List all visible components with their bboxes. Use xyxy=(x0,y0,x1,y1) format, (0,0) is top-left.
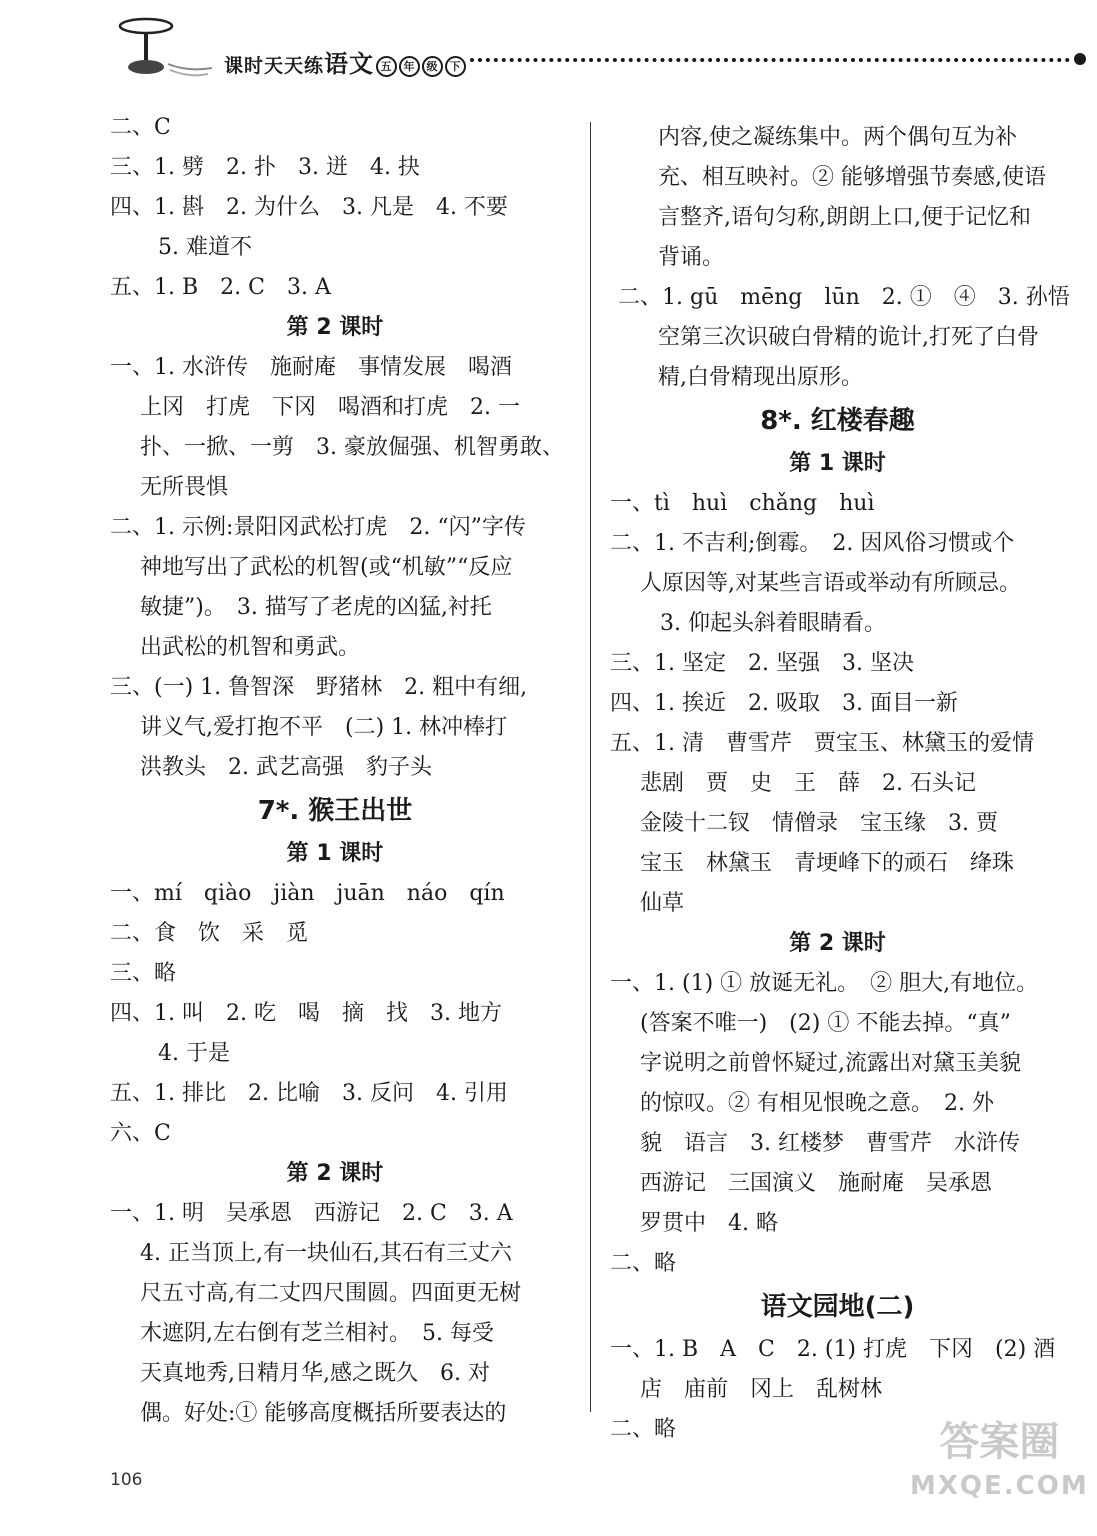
answer-line: 一、1. B A C 2. (1) 打虎 下冈 (2) 酒 xyxy=(610,1337,1056,1362)
answer-line: 偶。好处:① 能够高度概括所要表达的 xyxy=(140,1401,507,1426)
answer-line: 一、1. 明 吴承恩 西游记 2. C 3. A xyxy=(110,1201,513,1226)
answer-line: 神地写出了武松的机智(或“机敏”“反应 xyxy=(140,555,513,580)
answer-line: 人原因等,对某些言语或举动有所顾忌。 xyxy=(640,571,1021,596)
section-heading: 第 1 课时 xyxy=(789,451,886,476)
answer-line: 3. 仰起头斜着眼睛看。 xyxy=(660,611,886,636)
page-header xyxy=(0,0,1097,100)
answer-line: 上冈 打虎 下冈 喝酒和打虎 2. 一 xyxy=(140,395,520,420)
answer-line: 二、1. gū mēng lūn 2. ① ④ 3. 孙悟 xyxy=(618,285,1070,310)
answer-line: 洪教头 2. 武艺高强 豹子头 xyxy=(140,755,432,780)
section-heading: 第 2 课时 xyxy=(286,315,384,340)
answer-line: 二、C xyxy=(110,115,171,140)
answer-line: 五、1. 清 曹雪芹 贾宝玉、林黛玉的爱情 xyxy=(610,731,1034,756)
grade-char: 级 xyxy=(422,56,443,77)
answer-line: 敏捷”)。 3. 描写了老虎的凶猛,衬托 xyxy=(140,595,492,620)
answer-line: 尺五寸高,有二丈四尺围圆。四面更无树 xyxy=(140,1281,521,1306)
answer-line: 宝玉 林黛玉 青埂峰下的顽石 绛珠 xyxy=(640,851,1015,876)
answer-line: 一、tì huì chǎng huì xyxy=(610,491,875,516)
header-dotted-rule xyxy=(470,58,1070,62)
answer-line: 充、相互映衬。② 能够增强节奏感,使语 xyxy=(658,165,1046,190)
answer-line: 三、略 xyxy=(110,961,177,986)
answer-line: 五、1. B 2. C 3. A xyxy=(110,275,331,300)
answer-line: 木遮阴,左右倒有芝兰相衬。 5. 每受 xyxy=(140,1321,494,1346)
answer-line: 六、C xyxy=(110,1121,171,1146)
answer-line: 内容,使之凝练集中。两个偶句互为补 xyxy=(658,125,1017,150)
subject-name: 语文 xyxy=(324,50,375,78)
section-heading: 第 2 课时 xyxy=(286,1161,384,1186)
answer-line: 四、1. 斟 2. 为什么 3. 凡是 4. 不要 xyxy=(110,195,508,220)
answer-line: 二、略 xyxy=(610,1251,677,1276)
book-title xyxy=(224,44,466,79)
header-end-dot xyxy=(1074,53,1086,65)
answer-line: 二、1. 示例:景阳冈武松打虎 2. “闪”字传 xyxy=(110,515,526,540)
watermark-logo-text: 答案圈 xyxy=(939,1419,1060,1465)
lesson-title: 7*. 猴王出世 xyxy=(257,796,413,826)
section-heading: 第 1 课时 xyxy=(286,841,384,866)
answer-line: 一、mí qiào jiàn juān náo qín xyxy=(110,881,505,906)
answer-line: 天真地秀,日精月华,感之既久 6. 对 xyxy=(140,1361,490,1386)
left-column xyxy=(110,108,564,1434)
answer-line: 二、略 xyxy=(610,1417,677,1442)
answer-line: 精,白骨精现出原形。 xyxy=(658,365,863,390)
answer-line: 仙草 xyxy=(640,891,685,916)
page-number: 106 xyxy=(110,1470,143,1490)
right-column xyxy=(610,118,1070,1450)
answer-line: 讲义气,爱打抱不平 (二) 1. 林冲棒打 xyxy=(140,715,508,740)
answer-line: 4. 正当顶上,有一块仙石,其石有三丈六 xyxy=(140,1241,512,1266)
answer-line: 二、1. 不吉利;倒霉。 2. 因风俗习惯或个 xyxy=(610,531,1015,556)
answer-line: 扑、一掀、一剪 3. 豪放倔强、机智勇敢、 xyxy=(140,435,564,460)
desk-lamp-icon xyxy=(108,12,218,82)
answer-line: 三、1. 坚定 2. 坚强 3. 坚决 xyxy=(610,651,914,676)
answer-line: 一、1. 水浒传 施耐庵 事情发展 喝酒 xyxy=(110,355,512,380)
column-divider xyxy=(590,122,591,1412)
answer-line: 4. 于是 xyxy=(158,1041,230,1066)
answer-line: 5. 难道不 xyxy=(158,235,252,260)
answer-line: 五、1. 排比 2. 比喻 3. 反问 4. 引用 xyxy=(110,1081,508,1106)
answer-line: (答案不唯一) (2) ① 不能去掉。“真” xyxy=(640,1011,1011,1036)
answer-line: 罗贯中 4. 略 xyxy=(640,1211,778,1236)
answer-line: 出武松的机智和勇武。 xyxy=(140,635,361,660)
grade-char: 下 xyxy=(445,56,466,77)
answer-line: 四、1. 挨近 2. 吸取 3. 面目一新 xyxy=(610,691,958,716)
answer-line: 的惊叹。② 有相见恨晚之意。 2. 外 xyxy=(640,1091,994,1116)
answer-line: 三、1. 劈 2. 扑 3. 迸 4. 抉 xyxy=(110,155,420,180)
answer-line: 金陵十二钗 情僧录 宝玉缘 3. 贾 xyxy=(640,811,998,836)
lesson-title: 8*. 红楼春趣 xyxy=(760,406,915,436)
series-name: 课时天天练 xyxy=(224,55,325,77)
answer-line: 貌 语言 3. 红楼梦 曹雪芹 水浒传 xyxy=(640,1131,1020,1156)
answer-line: 无所畏惧 xyxy=(140,475,229,500)
answer-line: 三、(一) 1. 鲁智深 野猪林 2. 粗中有细, xyxy=(110,675,528,700)
grade-char: 五 xyxy=(376,56,397,77)
answer-line: 一、1. (1) ① 放诞无礼。 ② 胆大,有地位。 xyxy=(610,971,1039,996)
watermark-url: MXQE.COM xyxy=(910,1471,1089,1501)
answer-line: 悲剧 贾 史 王 薛 2. 石头记 xyxy=(640,771,976,796)
answer-line: 背诵。 xyxy=(658,245,725,270)
section-heading: 第 2 课时 xyxy=(789,931,886,956)
answer-line: 言整齐,语句匀称,朗朗上口,便于记忆和 xyxy=(658,205,1031,230)
answer-line: 空第三次识破白骨精的诡计,打死了白骨 xyxy=(658,325,1039,350)
answer-line: 二、食 饮 采 觅 xyxy=(110,921,309,946)
answer-line: 四、1. 叫 2. 吃 喝 摘 找 3. 地方 xyxy=(110,1001,502,1026)
lesson-title: 语文园地(二) xyxy=(760,1292,915,1322)
answer-line: 字说明之前曾怀疑过,流露出对黛玉美貌 xyxy=(640,1051,1021,1076)
answer-line: 店 庙前 冈上 乱树林 xyxy=(640,1377,883,1402)
site-watermark xyxy=(910,1420,1089,1508)
answer-line: 西游记 三国演义 施耐庵 吴承恩 xyxy=(640,1171,993,1196)
grade-char: 年 xyxy=(399,56,420,77)
